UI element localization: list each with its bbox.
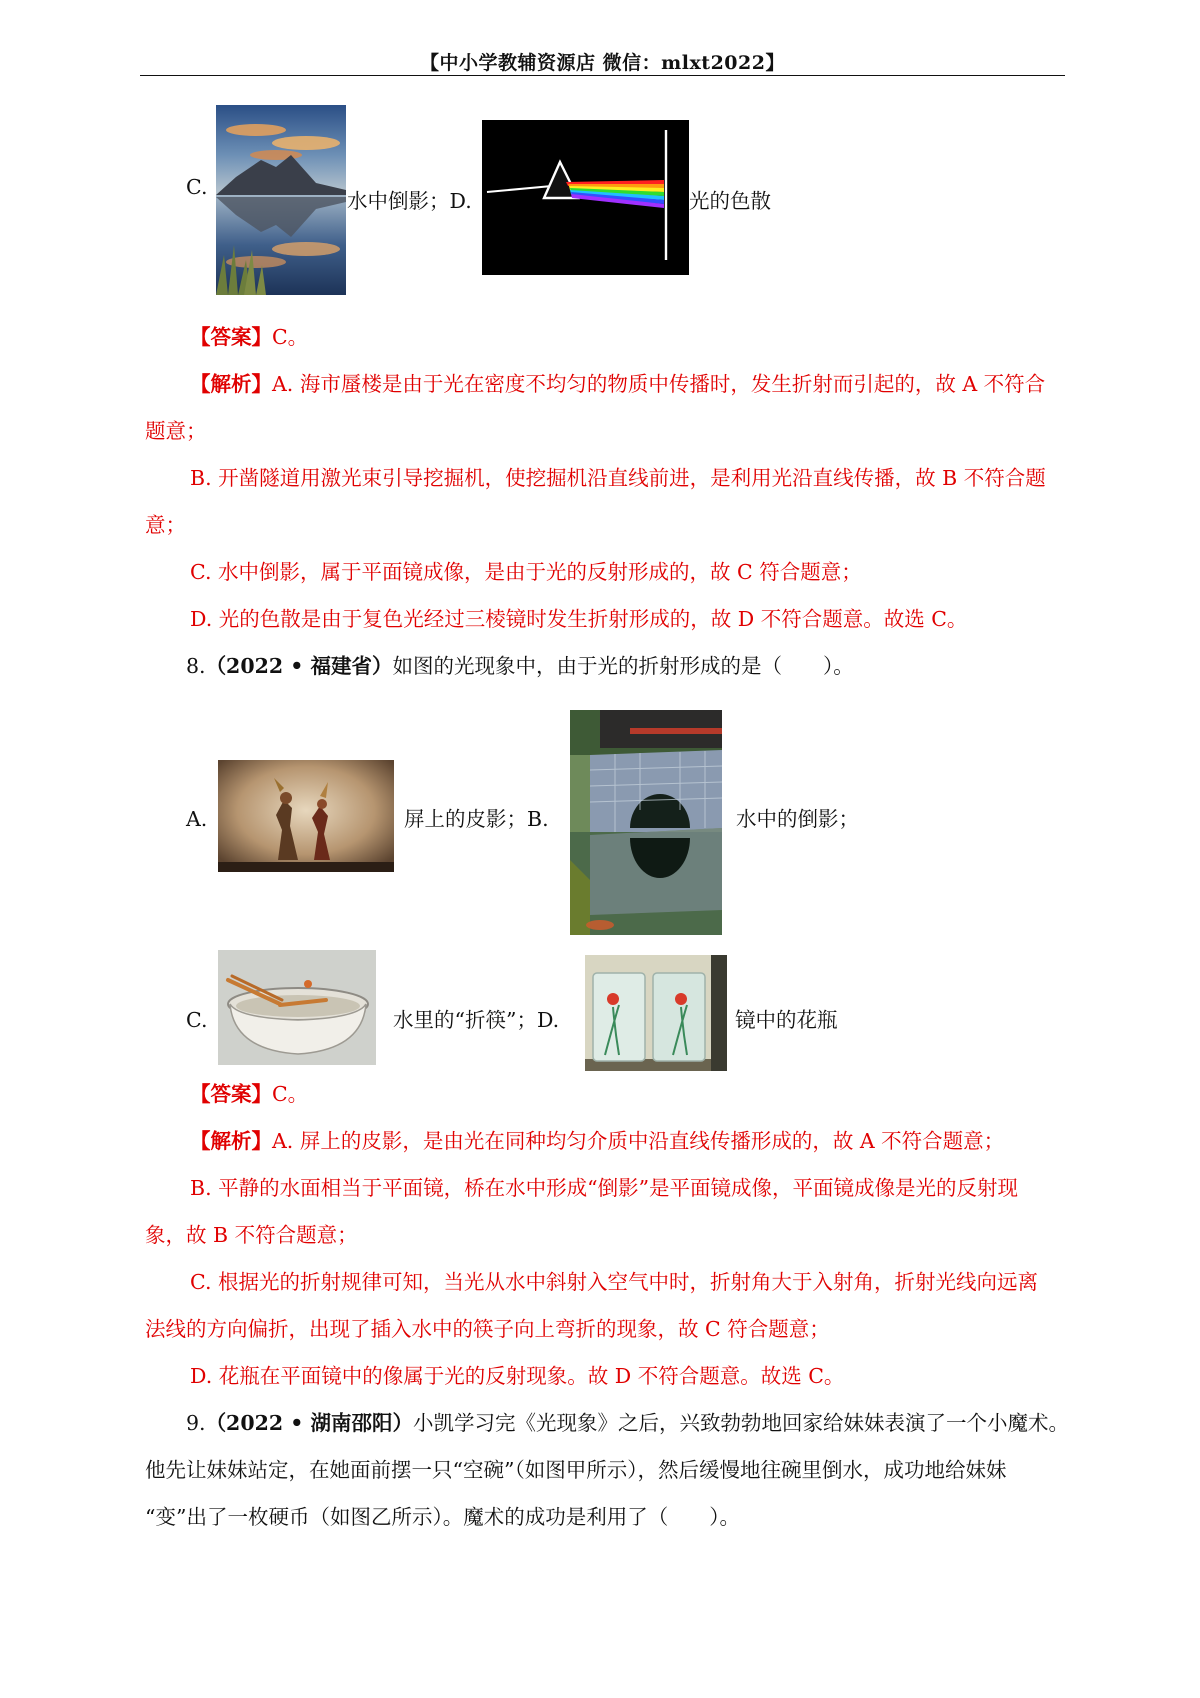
header-rule xyxy=(140,75,1065,76)
q7-analysis-a-cont: 题意； xyxy=(145,419,207,443)
q7-lake-reflection-image xyxy=(216,105,346,295)
q8-analysis-b: B. 平静的水面相当于平面镜，桥在水中形成“倒影”是平面镜成像，平面镜成像是光的反射现 xyxy=(190,1176,1019,1200)
q8-analysis-d: D. 花瓶在平面镜中的像属于光的反射现象。故 D 不符合题意。故选 C。 xyxy=(190,1364,845,1388)
q8-option-c-label: C. xyxy=(186,1008,208,1032)
q7-option-c-label: C. xyxy=(186,175,208,199)
q8-bridge-reflection-image xyxy=(570,710,722,935)
q8-analysis-b-cont: 象，故 B 不符合题意； xyxy=(145,1223,358,1247)
page-header: 【中小学教辅资源店 微信：mlxt2022】 xyxy=(420,52,785,74)
q8-analysis-c-cont: 法线的方向偏折，出现了插入水中的筷子向上弯折的现象，故 C 符合题意； xyxy=(145,1317,830,1341)
q7-analysis-c: C. 水中倒影，属于平面镜成像，是由于光的反射形成的，故 C 符合题意； xyxy=(190,560,862,584)
q8-stem: 8.（2022 • 福建省）如图的光现象中，由于光的折射形成的是（ ）。 xyxy=(186,654,854,678)
q8-analysis-c: C. 根据光的折射规律可知，当光从水中斜射入空气中时，折射角大于入射角，折射光线向远离 xyxy=(190,1270,1038,1294)
q7-analysis-b-cont: 意； xyxy=(145,513,186,537)
q9-stem-line2: 他先让妹妹站定，在她面前摆一只“空碗”（如图甲所示），然后缓慢地往碗里倒水，成功地给妹妹 xyxy=(145,1458,1007,1482)
q7-analysis-d: D. 光的色散是由于复色光经过三棱镜时发生折射形成的，故 D 不符合题意。故选 C。 xyxy=(190,607,968,631)
q8-answer: 【答案】C。 xyxy=(190,1082,309,1106)
q7-prism-dispersion-image xyxy=(482,120,689,275)
q8-option-c-text: 水里的“折筷”；D. xyxy=(393,1008,560,1032)
q8-mirror-vase-image xyxy=(585,955,727,1071)
q9-stem-line3: “变”出了一枚硬币（如图乙所示）。魔术的成功是利用了（ ）。 xyxy=(145,1505,740,1529)
q7-option-d-text: 光的色散 xyxy=(689,189,771,213)
q7-analysis-b: B. 开凿隧道用激光束引导挖掘机，使挖掘机沿直线前进，是利用光沿直线传播，故 B 不符合题 xyxy=(190,466,1046,490)
q8-option-b-text: 水中的倒影； xyxy=(736,807,859,831)
q8-analysis-a: 【解析】A. 屏上的皮影，是由光在同种均匀介质中沿直线传播形成的，故 A 不符合题意； xyxy=(190,1129,1005,1153)
q8-option-a-label: A. xyxy=(186,807,208,831)
q9-stem: 9.（2022 • 湖南邵阳）小凯学习完《光现象》之后，兴致勃勃地回家给妹妹表演了一个小魔术。 xyxy=(186,1411,1069,1435)
q8-bent-chopsticks-image xyxy=(218,950,376,1065)
q8-shadow-puppet-image xyxy=(218,760,394,872)
q7-option-c-text: 水中倒影；D. xyxy=(347,189,472,213)
q8-option-a-text: 屏上的皮影；B. xyxy=(404,807,549,831)
q8-option-d-text: 镜中的花瓶 xyxy=(735,1008,838,1032)
q7-answer: 【答案】C。 xyxy=(190,325,309,349)
q7-analysis-a: 【解析】A. 海市蜃楼是由于光在密度不均匀的物质中传播时，发生折射而引起的，故 A 不符合 xyxy=(190,372,1046,396)
